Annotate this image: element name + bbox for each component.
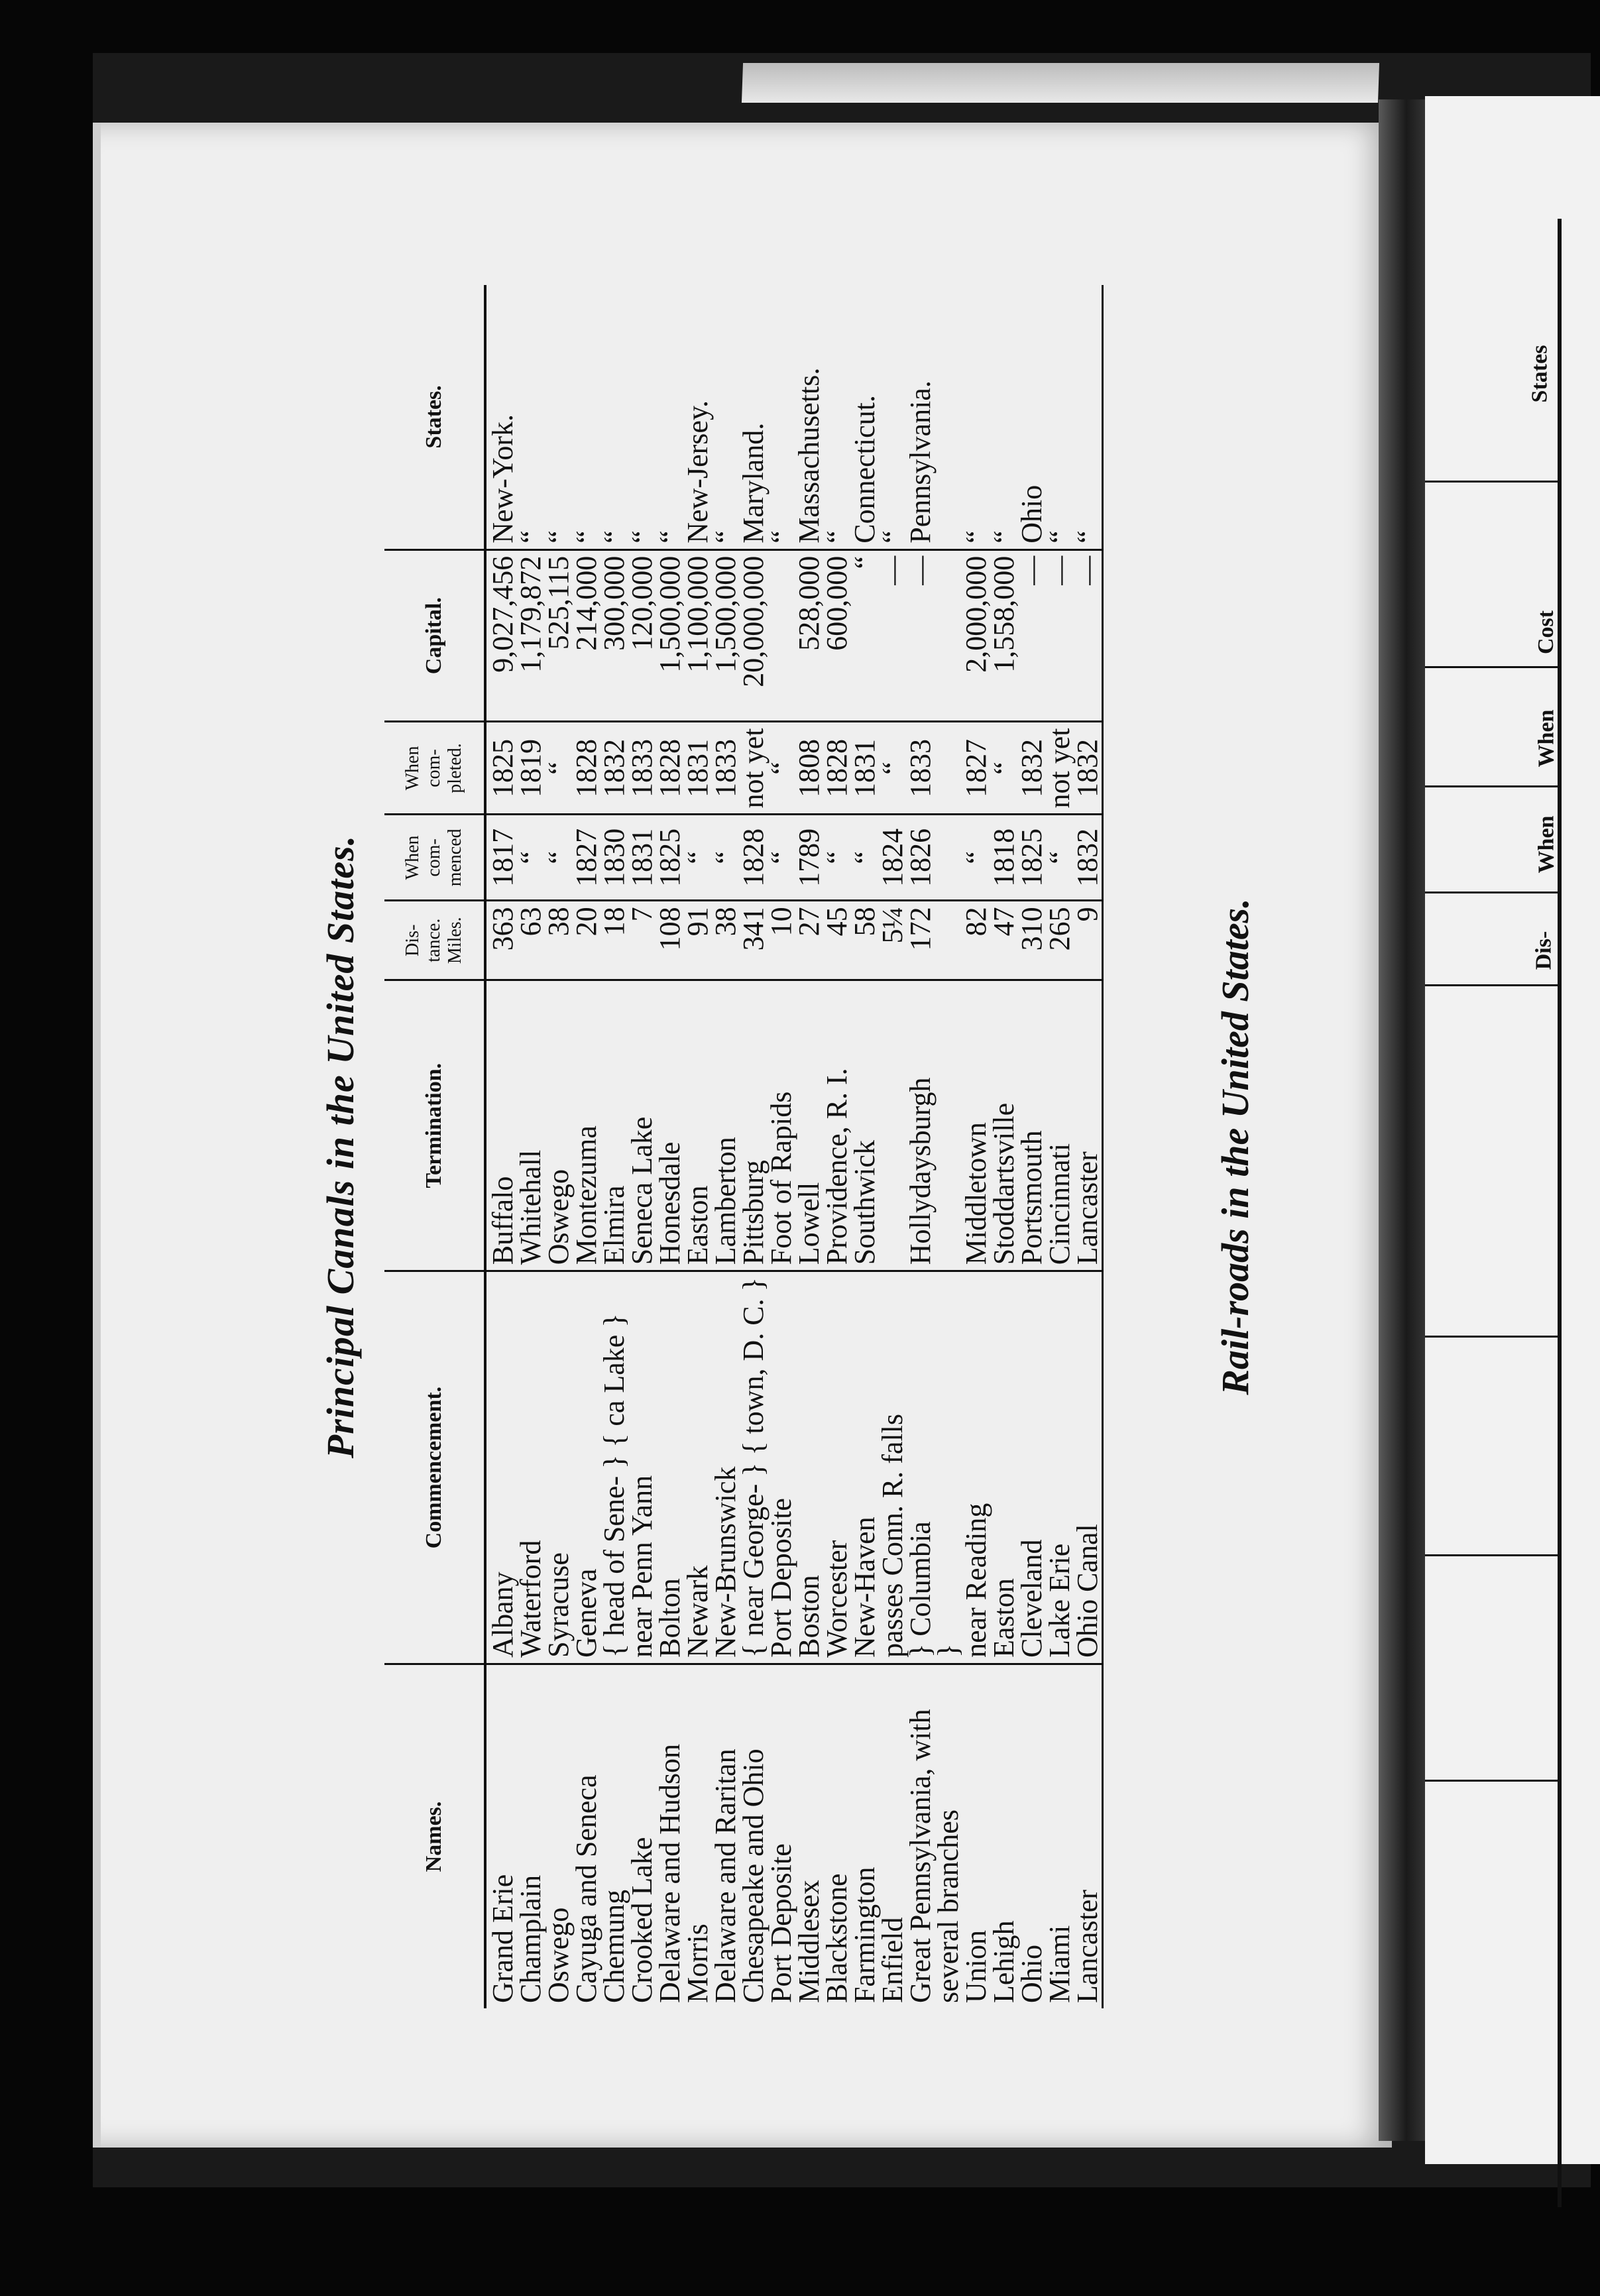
cell-when-completed: 1833 [907,722,935,815]
cell-when-completed: “ [768,722,795,815]
cell-termination: Stoddartsville [990,980,1018,1271]
cell-termination: Oswego [545,980,573,1271]
cell-when-commenced: 1824 [879,815,907,901]
cell-distance: 82 [962,901,990,980]
cell-termination: Pittsburg [740,980,768,1271]
cell-name: Chemung [598,1889,630,2003]
cell-when-completed: “ [990,722,1018,815]
table-row [879,285,907,2008]
cell-termination: Buffalo [485,980,517,1271]
cell-commencement: New-Haven [851,1271,879,1664]
cell-distance: 265 [1046,901,1074,980]
header-when-completed: When com- pleted. [384,722,485,815]
cell-capital: 214,000 [573,549,600,722]
cell-state: “ [712,285,740,549]
cell-state [935,285,962,549]
table-row [851,285,879,2008]
cell-capital: 9,027,456 [485,549,517,722]
cell-commencement: Bolton [656,1271,684,1664]
cell-commencement: passes Conn. R. falls [879,1271,907,1664]
cell-distance: 172 [907,901,935,980]
cell-when-completed: not yet [740,722,768,815]
cell-when-completed: “ [545,722,573,815]
table-row [1018,285,1046,2008]
cell-when-completed: 1833 [628,722,656,815]
table-row [823,285,851,2008]
cell-termination: Lowell [795,980,823,1271]
cell-when-completed [935,722,962,815]
header-capital: Capital. [384,549,485,722]
table-row [573,285,600,2008]
header-names: Names. [384,1664,485,2008]
cell-name: Chesapeake and Ohio [737,1749,770,2003]
cell-name: Crooked Lake [626,1837,658,2003]
header-when-commenced: When com- menced [384,815,485,901]
cell-when-completed: 1832 [1018,722,1046,815]
table-row [1074,285,1103,2008]
cell-termination: Honesdale [656,980,684,1271]
cell-name: Cayuga and Seneca [570,1774,602,2003]
cell-state: “ [768,285,795,549]
cell-when-commenced: “ [712,815,740,901]
cell-state: Pennsylvania. [907,285,935,549]
cell-commencement: { head of Sene- } { ca Lake } [600,1271,628,1664]
cell-distance: 47 [990,901,1018,980]
cell-termination: Elmira [600,980,628,1271]
cell-when-completed: 1808 [795,722,823,815]
cell-name: several branches [932,1809,964,2003]
header-termination: Termination. [384,980,485,1271]
cell-termination [935,980,962,1271]
book-spine [1379,99,1425,2141]
cell-commencement: near Reading [962,1271,990,1664]
table-row [935,285,962,2008]
cell-state: “ [962,285,990,549]
cell-capital: 300,000 [600,549,628,722]
cell-name: Great Pennsylvania, with [904,1709,937,2003]
cell-when-completed: 1831 [684,722,712,815]
cell-termination: Whitehall [517,980,545,1271]
table-row [768,285,795,2008]
cell-distance: 10 [768,901,795,980]
cell-state: “ [823,285,851,549]
cell-commencement: } Columbia [907,1271,935,1664]
cell-capital [935,549,962,722]
cell-when-completed: “ [879,722,907,815]
cell-name: Port Deposite [765,1843,797,2003]
cell-when-completed: 1828 [823,722,851,815]
cell-termination [879,980,907,1271]
cell-capital: 120,000 [628,549,656,722]
cell-state: “ [1074,285,1103,549]
cell-name: Delaware and Hudson [654,1744,686,2003]
cell-capital: 525,115 [545,549,573,722]
cell-when-commenced: 1789 [795,815,823,901]
cell-when-completed: 1833 [712,722,740,815]
railroads-title: Rail-roads in the United States. [1214,898,1257,1395]
cell-state: “ [545,285,573,549]
cell-capital: “ [851,549,879,722]
cell-capital: 528,000 [795,549,823,722]
cell-when-commenced: 1818 [990,815,1018,901]
cell-termination: Foot of Rapids [768,980,795,1271]
table-header-row [384,285,485,2008]
cell-when-commenced: 1825 [1018,815,1046,901]
right-header-when-1: When [1534,815,1559,874]
railroads-table-fragment [1425,96,1600,2164]
cell-when-commenced: 1832 [1074,815,1103,901]
cell-commencement: Geneva [573,1271,600,1664]
cell-capital: — [1074,549,1103,722]
left-page-edge [93,123,101,2148]
cell-commencement: Albany [485,1271,517,1664]
cell-termination: Montezuma [573,980,600,1271]
cell-commencement: Port Deposite [768,1271,795,1664]
cell-distance: 38 [545,901,573,980]
cell-when-commenced: 1831 [628,815,656,901]
table-row [795,285,823,2008]
cell-commencement: Newark [684,1271,712,1664]
cell-when-commenced: “ [517,815,545,901]
cell-when-commenced: “ [684,815,712,901]
cell-commencement: Waterford [517,1271,545,1664]
table-row [907,285,935,2008]
cell-commencement: Ohio Canal [1074,1271,1103,1664]
cell-when-commenced: “ [1046,815,1074,901]
cell-termination: Portsmouth [1018,980,1046,1271]
cell-termination: Seneca Lake [628,980,656,1271]
cell-name: Morris [681,1923,714,2003]
cell-state: “ [600,285,628,549]
cell-termination: Cincinnati [1046,980,1074,1271]
cell-capital: 1,500,000 [712,549,740,722]
cell-when-completed: 1828 [656,722,684,815]
cell-when-completed: 1827 [962,722,990,815]
cell-state: New-Jersey. [684,285,712,549]
cell-termination: Easton [684,980,712,1271]
cell-state: Massachusetts. [795,285,823,549]
cell-state: “ [517,285,545,549]
cell-when-commenced: 1830 [600,815,628,901]
cell-capital [768,549,795,722]
right-header-dis: Dis- [1531,931,1556,970]
cell-commencement: Lake Erie [1046,1271,1074,1664]
cell-distance: 18 [600,901,628,980]
right-header-cost: Cost [1534,610,1559,655]
cell-distance: 363 [485,901,517,980]
cell-name: Union [960,1930,992,2003]
cell-state: Ohio [1018,285,1046,549]
cell-name: Delaware and Raritan [709,1749,742,2003]
cell-state: “ [628,285,656,549]
cell-termination: Hollydaysburgh [907,980,935,1271]
cell-name: Lancaster [1074,1664,1103,2008]
cell-capital: 20,000,000 [740,549,768,722]
cell-distance: 7 [628,901,656,980]
cell-capital: 1,179,872 [517,549,545,722]
table-row [684,285,712,2008]
cell-when-completed: 1819 [517,722,545,815]
cell-termination: Providence, R. I. [823,980,851,1271]
cell-when-commenced: 1826 [907,815,935,901]
cell-when-commenced [935,815,962,901]
page-title: Principal Canals in the United States. [319,834,362,1459]
cell-name: Champlain [514,1874,547,2003]
right-page [1425,96,1600,2164]
cell-capital: 1,100,000 [684,549,712,722]
cell-termination: Lamberton [712,980,740,1271]
cell-name: Middlesex [793,1880,825,2003]
cell-state: “ [879,285,907,549]
table-row [962,285,990,2008]
cell-commencement: Boston [795,1271,823,1664]
table-row [656,285,684,2008]
cell-commencement: New-Brunswick [712,1271,740,1664]
cell-distance: 45 [823,901,851,980]
cell-name: Farmington [848,1866,881,2003]
cell-when-commenced: 1828 [740,815,768,901]
cell-distance: 58 [851,901,879,980]
cell-when-completed: 1828 [573,722,600,815]
cell-when-commenced: 1817 [485,815,517,901]
table-row [990,285,1018,2008]
table-row [517,285,545,2008]
right-header-states: States [1527,345,1552,403]
cell-name: Oswego [542,1907,575,2003]
table-row [712,285,740,2008]
cell-when-commenced: “ [962,815,990,901]
cell-capital: 1,500,000 [656,549,684,722]
cell-when-commenced: “ [851,815,879,901]
cell-capital: — [907,549,935,722]
cell-state: Connecticut. [851,285,879,549]
cell-state: “ [990,285,1018,549]
cell-state: “ [573,285,600,549]
header-distance: Dis- tance. Miles. [384,901,485,980]
table-row [485,285,517,2008]
cell-state: New-York. [485,285,517,549]
cell-name: Miami [1043,1925,1076,2003]
cell-when-commenced: 1827 [573,815,600,901]
cell-when-commenced: “ [545,815,573,901]
cell-commencement: Easton [990,1271,1018,1664]
table-row [740,285,768,2008]
table-row [600,285,628,2008]
cell-distance: 5¼ [879,901,907,980]
cell-name: Grand Erie [486,1874,519,2003]
cell-name: Ohio [1015,1945,1048,2003]
cell-capital: — [1018,549,1046,722]
cell-distance: 91 [684,901,712,980]
cell-distance: 310 [1018,901,1046,980]
cell-when-completed: 1832 [600,722,628,815]
header-commencement: Commencement. [384,1271,485,1664]
cell-distance [935,901,962,980]
cell-when-completed: 1831 [851,722,879,815]
cell-termination: Southwick [851,980,879,1271]
cell-termination: Middletown [962,980,990,1271]
cell-distance: 9 [1074,901,1103,980]
table-row [1046,285,1074,2008]
cell-when-commenced: “ [768,815,795,901]
cell-capital: 1,558,000 [990,549,1018,722]
cell-commencement: near Penn Yann [628,1271,656,1664]
table-row [545,285,573,2008]
cell-distance: 63 [517,901,545,980]
cell-state: Maryland. [740,285,768,549]
cell-when-commenced: 1825 [656,815,684,901]
cell-when-completed: 1825 [485,722,517,815]
cell-name: Lehigh [988,1920,1020,2003]
cell-when-completed: 1832 [1074,722,1103,815]
cell-termination: Lancaster [1074,980,1103,1271]
cell-distance: 341 [740,901,768,980]
table-row [628,285,656,2008]
cell-commencement: } [935,1271,962,1664]
rotated-page-content [318,285,1279,2008]
cell-distance: 20 [573,901,600,980]
canals-table [384,285,1104,2008]
cell-commencement: Worcester [823,1271,851,1664]
cell-name: Enfield [876,1917,909,2003]
cell-distance: 27 [795,901,823,980]
cell-distance: 108 [656,901,684,980]
cell-distance: 38 [712,901,740,980]
page-edge-top [742,63,1379,103]
cell-commencement: { near George- } { town, D. C. } [740,1271,768,1664]
cell-when-completed: not yet [1046,722,1074,815]
cell-capital: 2,000,000 [962,549,990,722]
cell-commencement: Syracuse [545,1271,573,1664]
right-header-when-2: When [1534,709,1559,768]
header-states: States. [384,285,485,549]
cell-state: “ [656,285,684,549]
cell-when-commenced: “ [823,815,851,901]
cell-state: “ [1046,285,1074,549]
cell-capital: — [1046,549,1074,722]
cell-commencement: Cleveland [1018,1271,1046,1664]
cell-name: Blackstone [821,1873,853,2003]
cell-capital: — [879,549,907,722]
canals-table-body [485,285,1103,2008]
cell-capital: 600,000 [823,549,851,722]
